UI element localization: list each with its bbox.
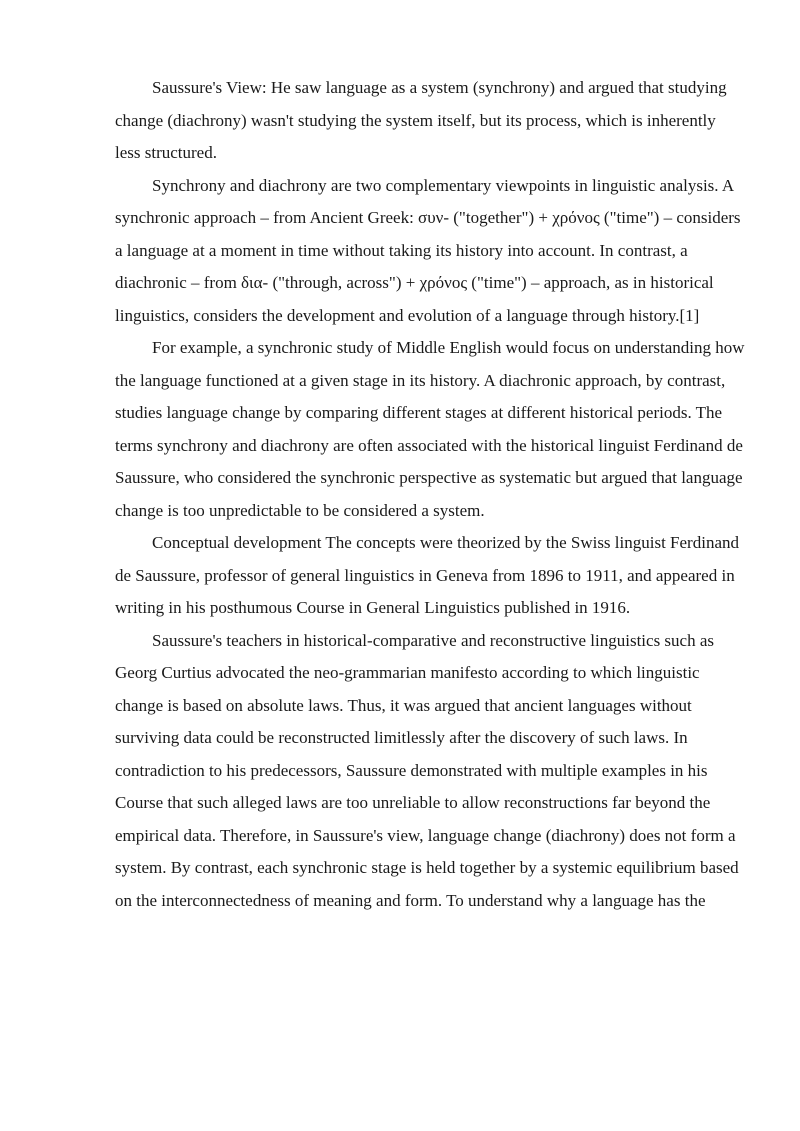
paragraph-saussure-teachers: Saussure's teachers in historical-comparative and reconstructive linguistics such as Georg Curtius advocated the neo-grammarian manifesto according to which linguistic change is based on absolute laws. Thus, it was argued that ancient languages without surviving data could be reconstructed limitlessly after the discovery of such laws. In contradiction to his predecessors, Saussure demonstrated with multiple examples in his Course that such alleged laws are too unreliable to allow reconstructions far beyond the empirical data. Therefore, in Saussure's view, language change (diachrony) does not form a system. By contrast, each synchronic stage is held together by a systemic equilibrium based on the interconnectedness of meaning and form. To understand why a language has the [115, 630, 739, 910]
document-body [115, 72, 745, 917]
paragraph-example: For example, a synchronic study of Middle English would focus on understanding how the language functioned at a given stage in its history. A diachronic approach, by contrast, studies language change by comparing different stages at different historical periods. The terms synchrony and diachrony are often associated with the historical linguist Ferdinand de Saussure, who considered the synchronic perspective as systematic but argued that language change is too unpredictable to be considered a system. [115, 338, 745, 520]
paragraph-saussure-view: Saussure's View: He saw language as a system (synchrony) and argued that studying change (diachrony) wasn't studying the system itself, but its process, which is inherently less structured. [115, 78, 727, 162]
paragraph-synchrony-diachrony: Synchrony and diachrony are two complementary viewpoints in linguistic analysis. A synchronic approach – from Ancient Greek: συν- ("together") + χρόνος ("time") – considers a language at a moment in time without taking its history into account. In contrast, a diachronic – from δια- ("through, across") + χρόνος ("time") – approach, as in historical linguistics, considers the development and evolution of a language through history.[1] [115, 175, 741, 325]
paragraph-conceptual-development: Conceptual development The concepts were theorized by the Swiss linguist Ferdinand de Saussure, professor of general linguistics in Geneva from 1896 to 1911, and appeared in writing in his posthumous Course in General Linguistics published in 1916. [115, 533, 739, 617]
